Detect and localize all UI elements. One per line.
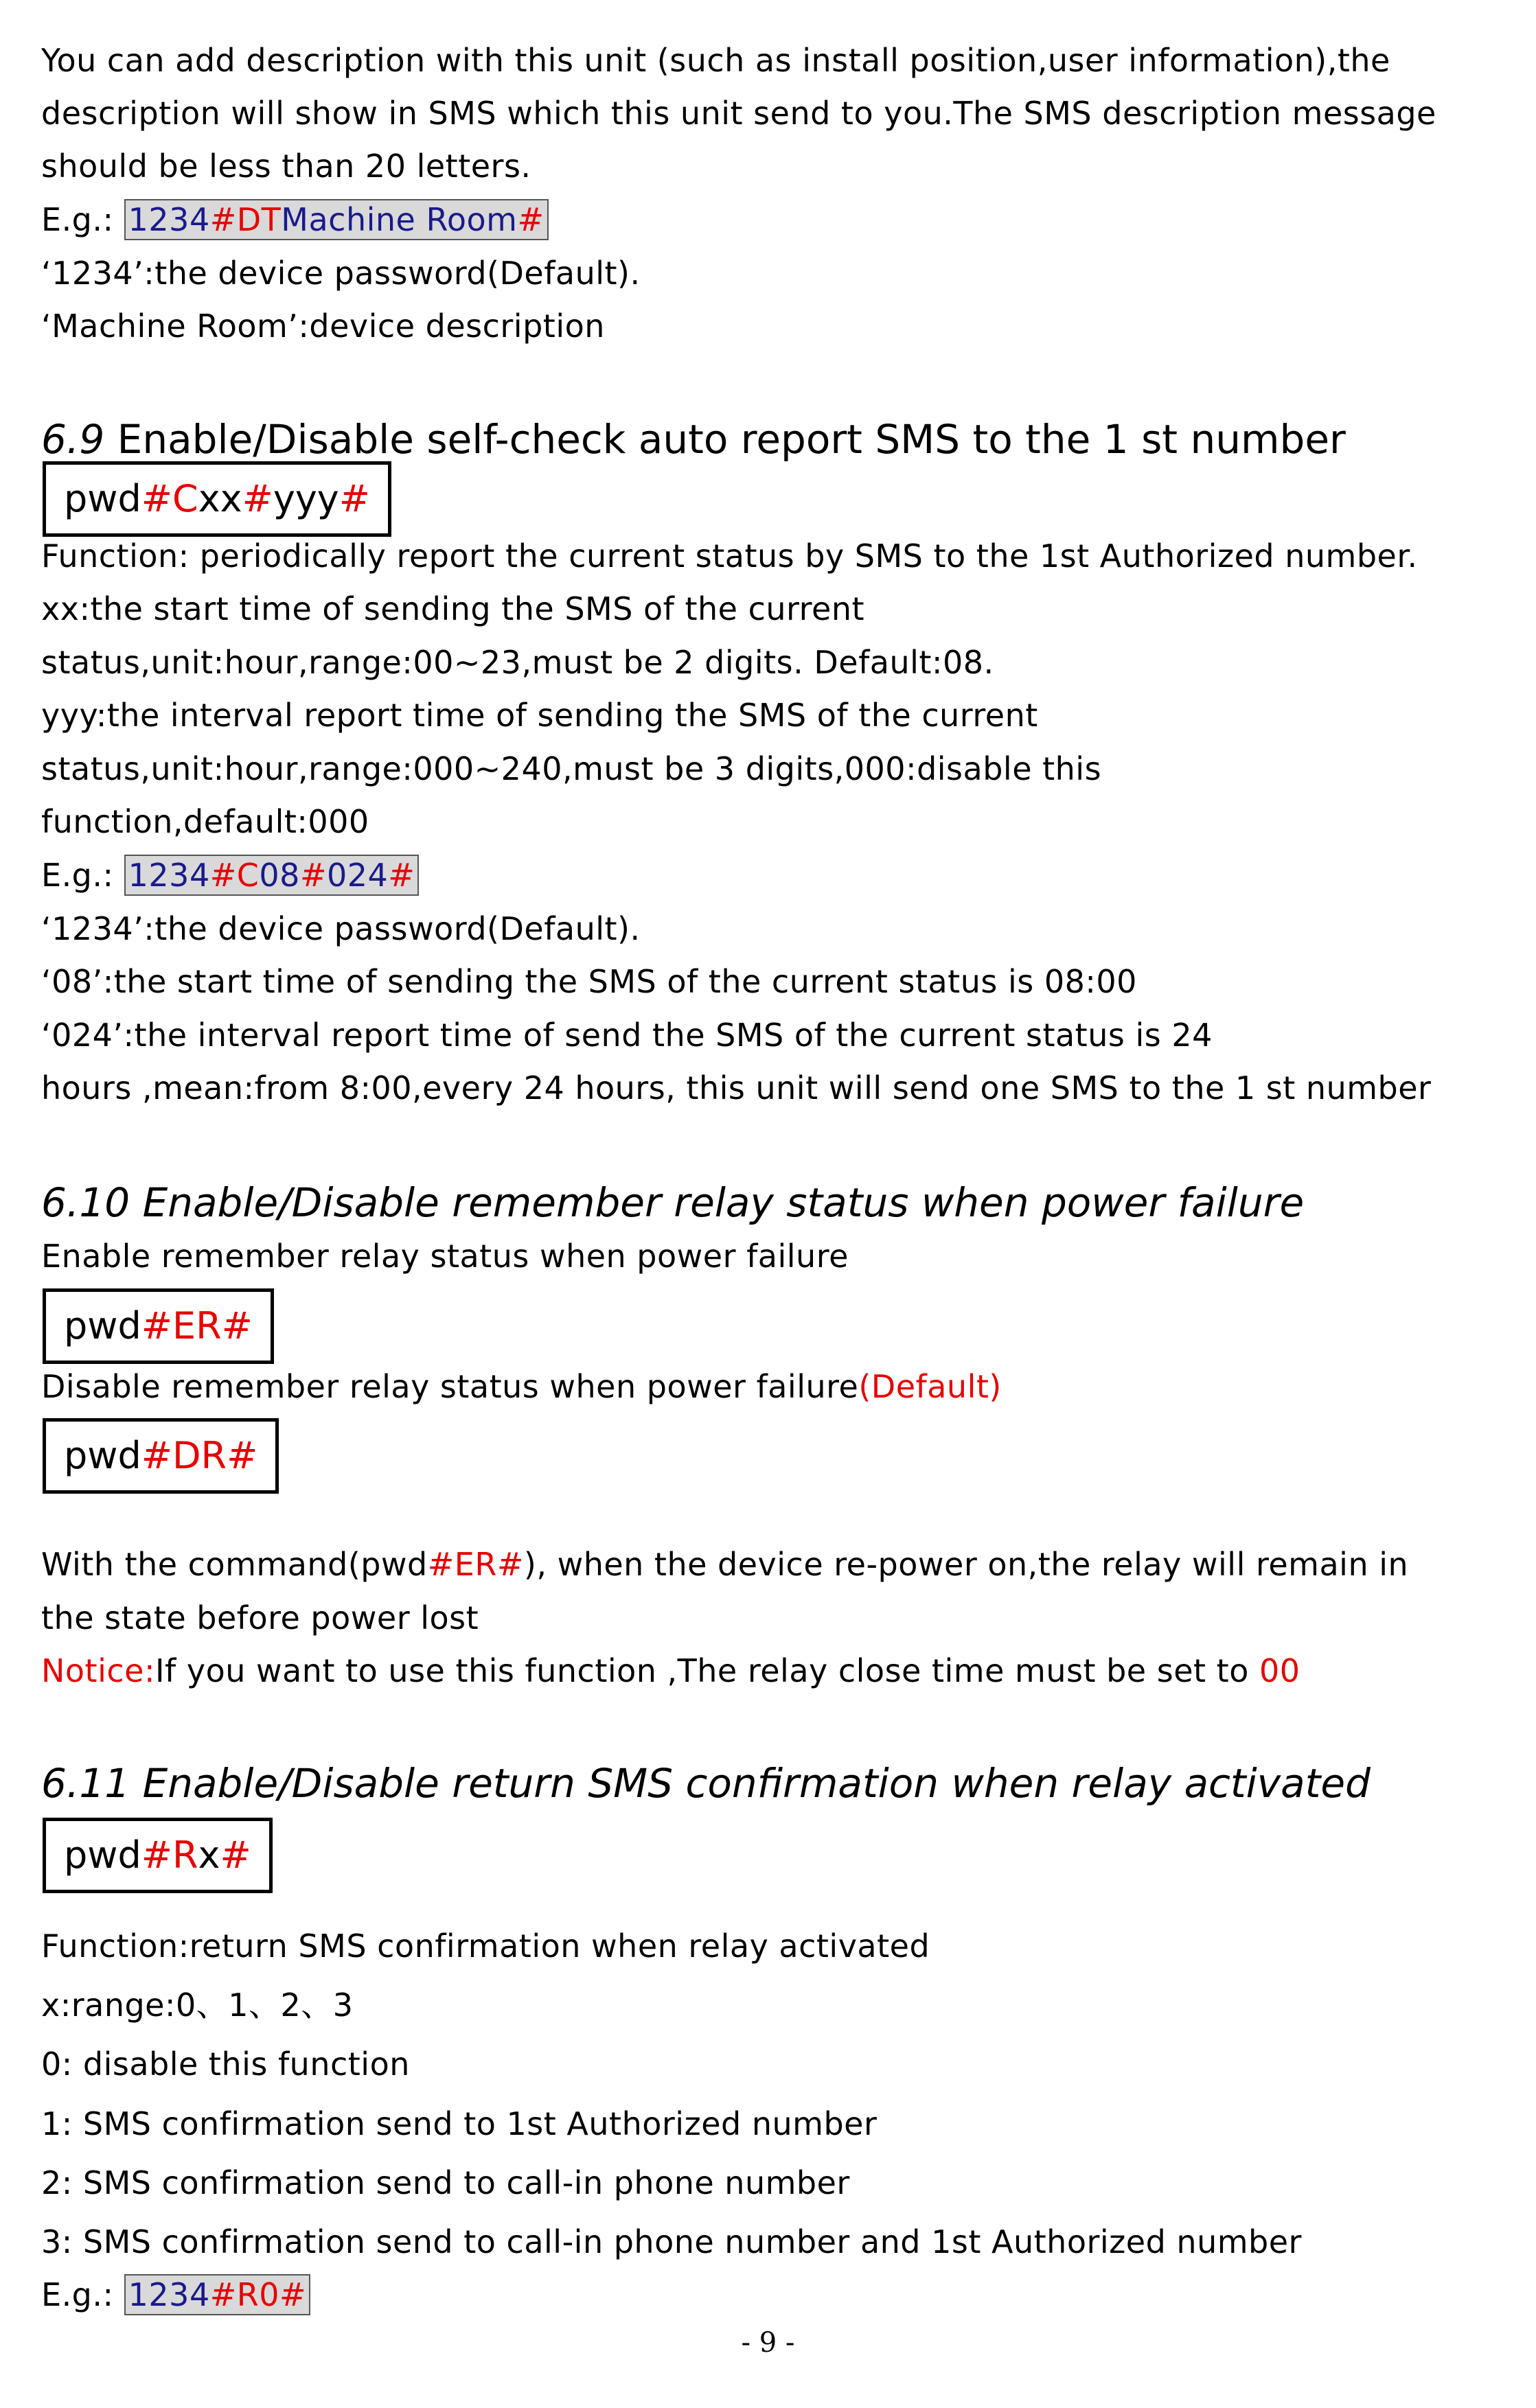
section-heading-6-11: 6.11 Enable/Disable return SMS confirmation when relay activated xyxy=(41,1760,1371,1807)
s611-example: E.g.: 1234#R0# xyxy=(41,2274,310,2315)
s611-option-1: 1: SMS confirmation send to 1st Authorized number xyxy=(41,2105,878,2142)
intro-note-1: ‘1234’:the device password(Default). xyxy=(41,255,641,292)
example-label: E.g.: xyxy=(41,201,124,238)
s69-note-1: ‘1234’:the device password(Default). xyxy=(41,910,641,947)
intro-line-3: should be less than 20 letters. xyxy=(41,148,531,185)
section-heading-6-9: 6.9 Enable/Disable self-check auto report SMS to the 1 st number xyxy=(41,416,1346,463)
s69-line-4: yyy:the interval report time of sending the SMS of the current xyxy=(41,697,1038,734)
example-command: 1234#DTMachine Room# xyxy=(124,199,549,240)
s69-line-6: function,default:000 xyxy=(41,803,369,840)
page-number: - 9 - xyxy=(741,2327,795,2359)
intro-line-2: description will show in SMS which this unit send to you.The SMS description message xyxy=(41,95,1436,132)
s69-note-2: ‘08’:the start time of sending the SMS of the current status is 08:00 xyxy=(41,963,1137,1000)
s610-notice: Notice:If you want to use this function ,The relay close time must be set to 00 xyxy=(41,1652,1300,1689)
command-box-enable: pwd#ER# xyxy=(43,1288,274,1364)
s610-disable-label: Disable remember relay status when power failure(Default) xyxy=(41,1368,1002,1405)
s69-note-3: ‘024’:the interval report time of send the SMS of the current status is 24 xyxy=(41,1017,1213,1054)
example-command: 1234#R0# xyxy=(124,2274,310,2315)
s69-line-2: xx:the start time of sending the SMS of the current xyxy=(41,590,865,627)
s611-option-3: 3: SMS confirmation send to call-in phone number and 1st Authorized number xyxy=(41,2223,1302,2260)
s69-line-1: Function: periodically report the current status by SMS to the 1st Authorized number. xyxy=(41,537,1418,575)
example-command: 1234#C08#024# xyxy=(124,855,420,896)
section-heading-6-10: 6.10 Enable/Disable remember relay status when power failure xyxy=(41,1179,1305,1226)
s611-range: x:range:0、1、2、3 xyxy=(41,1987,354,2024)
s610-with-line-1: With the command(pwd#ER#), when the device re-power on,the relay will remain in xyxy=(41,1546,1409,1583)
command-box-6-11: pwd#Rx# xyxy=(43,1818,273,1893)
command-box-6-9: pwd#Cxx#yyy# xyxy=(43,461,391,537)
s611-option-2: 2: SMS confirmation send to call-in phone number xyxy=(41,2164,850,2201)
s610-enable-label: Enable remember relay status when power failure xyxy=(41,1238,849,1275)
s69-note-4: hours ,mean:from 8:00,every 24 hours, this unit will send one SMS to the 1 st number xyxy=(41,1069,1432,1107)
command-box-disable: pwd#DR# xyxy=(43,1418,279,1494)
intro-line-1: You can add description with this unit (such as install position,user information),the xyxy=(41,42,1390,79)
s611-option-0: 0: disable this function xyxy=(41,2046,410,2083)
s69-example: E.g.: 1234#C08#024# xyxy=(41,855,419,896)
s611-function: Function:return SMS confirmation when relay activated xyxy=(41,1927,930,1965)
s610-with-line-2: the state before power lost xyxy=(41,1599,479,1636)
s69-line-5: status,unit:hour,range:000~240,must be 3 digits,000:disable this xyxy=(41,750,1102,787)
intro-note-2: ‘Machine Room’:device description xyxy=(41,308,605,345)
s69-line-3: status,unit:hour,range:00~23,must be 2 digits. Default:08. xyxy=(41,644,994,681)
intro-example xyxy=(41,199,549,240)
